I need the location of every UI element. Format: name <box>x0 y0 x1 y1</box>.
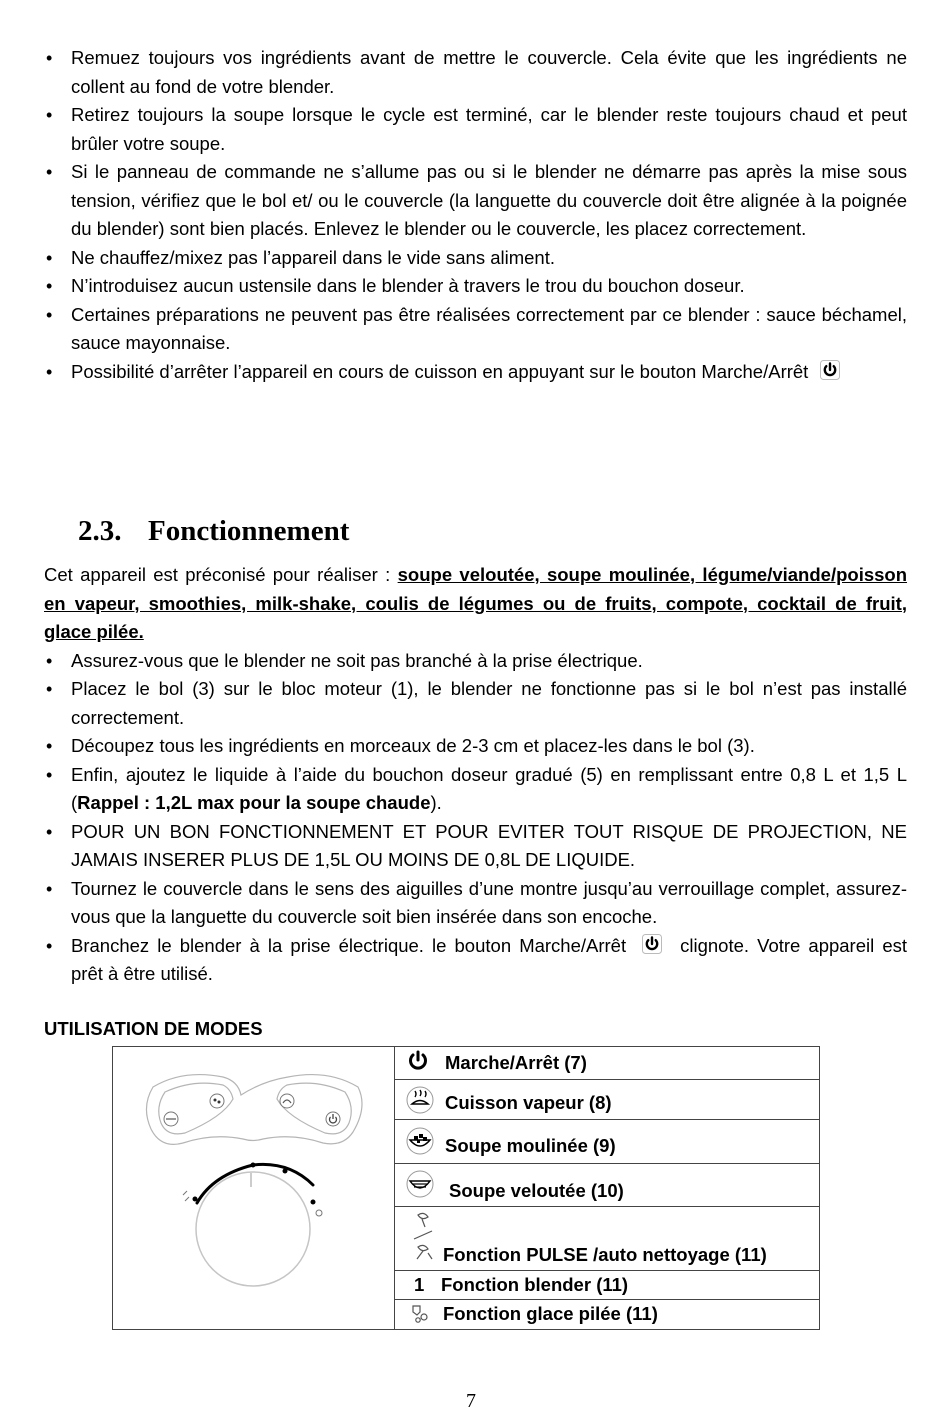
list-item: • Ne chauffez/mixez pas l’appareil dans le vide sans aliment. <box>44 244 907 273</box>
panel-soup-smooth-icon <box>164 1112 178 1126</box>
panel-steam-icon <box>280 1094 294 1108</box>
stop-instruction: Possibilité d’arrêter l’appareil en cours de cuisson en appuyant sur le bouton Marche/Arrêt <box>71 360 809 382</box>
mode-label: Marche/Arrêt (7) <box>445 1052 587 1073</box>
power-icon <box>642 934 662 954</box>
list-item <box>44 761 907 818</box>
list-item: • Remuez toujours vos ingrédients avant de mettre le couvercle. Cela évite que les ingrédients ne collent au fond de votre blender. <box>44 44 907 101</box>
list-item: • Certaines préparations ne peuvent pas être réalisées correctement par ce blender : sauce béchamel, sauce mayonnaise. <box>44 301 907 358</box>
list-item <box>44 932 907 989</box>
safety-tips <box>44 44 907 386</box>
mode-label: Soupe moulinée (9) <box>445 1135 616 1156</box>
liquid-reminder: Rappel : 1,2L max pour la soupe chaude <box>77 792 431 813</box>
operation-list <box>44 647 907 989</box>
plug-text: Branchez le blender à la prise électrique. le bouton Marche/Arrêt <box>71 934 627 956</box>
smooth-soup-icon <box>404 1169 436 1204</box>
list-item: • Placez le bol (3) sur le bloc moteur (1), le blender ne fonctionne pas si le bol n’est pas installé correctement. <box>44 675 907 732</box>
panel-dial <box>193 1163 316 1287</box>
mode-row <box>394 1047 819 1080</box>
safety-list <box>44 44 907 386</box>
list-item: • POUR UN BON FONCTIONNEMENT ET POUR EVITER TOUT RISQUE DE PROJECTION, NE JAMAIS INSERER PLUS DE 1,5L OU MOINS DE 0,8L DE LIQUIDE. <box>44 818 907 875</box>
mode-row <box>394 1164 819 1207</box>
ice-icon <box>410 1303 432 1330</box>
section-number: 2.3. <box>78 515 122 547</box>
mode-label: Fonction blender (11) <box>441 1274 629 1295</box>
panel-soup-chunky-icon <box>210 1094 224 1108</box>
list-item: • Assurez-vous que le blender ne soit pas branché à la prise électrique. <box>44 647 907 676</box>
operation-section <box>44 561 907 989</box>
mode-label: Cuisson vapeur (8) <box>445 1092 612 1113</box>
intro-paragraph <box>44 561 907 647</box>
liquid-text: Enfin, ajoutez le liquide à l’aide du bouchon doseur gradué (5) en remplissant entre 0,8 L et 1,5 L ( <box>71 763 907 813</box>
plug-text-end: clignote. Votre appareil est prêt à être utilisé. <box>71 934 907 984</box>
blender-number: 1 <box>414 1274 425 1295</box>
mode-row <box>394 1207 819 1271</box>
modes-heading: UTILISATION DE MODES <box>44 1018 263 1039</box>
control-panel-illustration <box>113 1047 395 1329</box>
panel-power-icon <box>326 1112 340 1126</box>
mode-row <box>394 1080 819 1120</box>
mode-row <box>394 1271 819 1300</box>
mode-row <box>394 1120 819 1164</box>
power-icon <box>406 1050 430 1077</box>
section-heading <box>78 515 349 548</box>
list-item: • Tournez le couvercle dans le sens des aiguilles d’une montre jusqu’au verrouillage complet, assurez-vous que la languette du couvercle soit bien insérée dans son encoche. <box>44 875 907 932</box>
steam-icon <box>404 1085 436 1120</box>
liquid-text-end: ). <box>430 792 442 813</box>
page-number: 7 <box>466 1390 476 1412</box>
list-item: • Découpez tous les ingrédients en morceaux de 2-3 cm et placez-les dans le bol (3). <box>44 732 907 761</box>
power-icon <box>820 360 840 380</box>
modes-table <box>112 1046 820 1330</box>
intro-text: Cet appareil est préconisé pour réaliser : <box>44 564 391 585</box>
list-item: • N’introduisez aucun ustensile dans le blender à travers le trou du bouchon doseur. <box>44 272 907 301</box>
mode-list <box>394 1047 819 1329</box>
pulse-icon <box>410 1209 436 1270</box>
mode-label: Fonction PULSE /auto nettoyage (11) <box>443 1244 767 1265</box>
section-title: Fonctionnement <box>148 515 350 547</box>
mode-label: Fonction glace pilée (11) <box>443 1303 658 1324</box>
list-item <box>44 358 907 387</box>
list-item: • Retirez toujours la soupe lorsque le cycle est terminé, car le blender reste toujours chaud et peut brûler votre soupe. <box>44 101 907 158</box>
mode-label: Soupe veloutée (10) <box>449 1180 624 1201</box>
list-item: • Si le panneau de commande ne s’allume pas ou si le blender ne démarre pas après la mise sous tension, vérifiez que le bol et/ ou le couvercle (la languette du couvercle doit être alignée à la poignée du blender) sont bien placés. Enlevez le blender ou le couvercle, les placez correctement. <box>44 158 907 244</box>
mode-row <box>394 1300 819 1329</box>
recipe-list: soupe veloutée, soupe moulinée, légume/viande/poisson en vapeur, smoothies, milk-shake, coulis de légumes ou de fruits, compote, cocktail de fruit, glace pilée. <box>44 564 908 642</box>
chunky-soup-icon <box>404 1126 436 1161</box>
